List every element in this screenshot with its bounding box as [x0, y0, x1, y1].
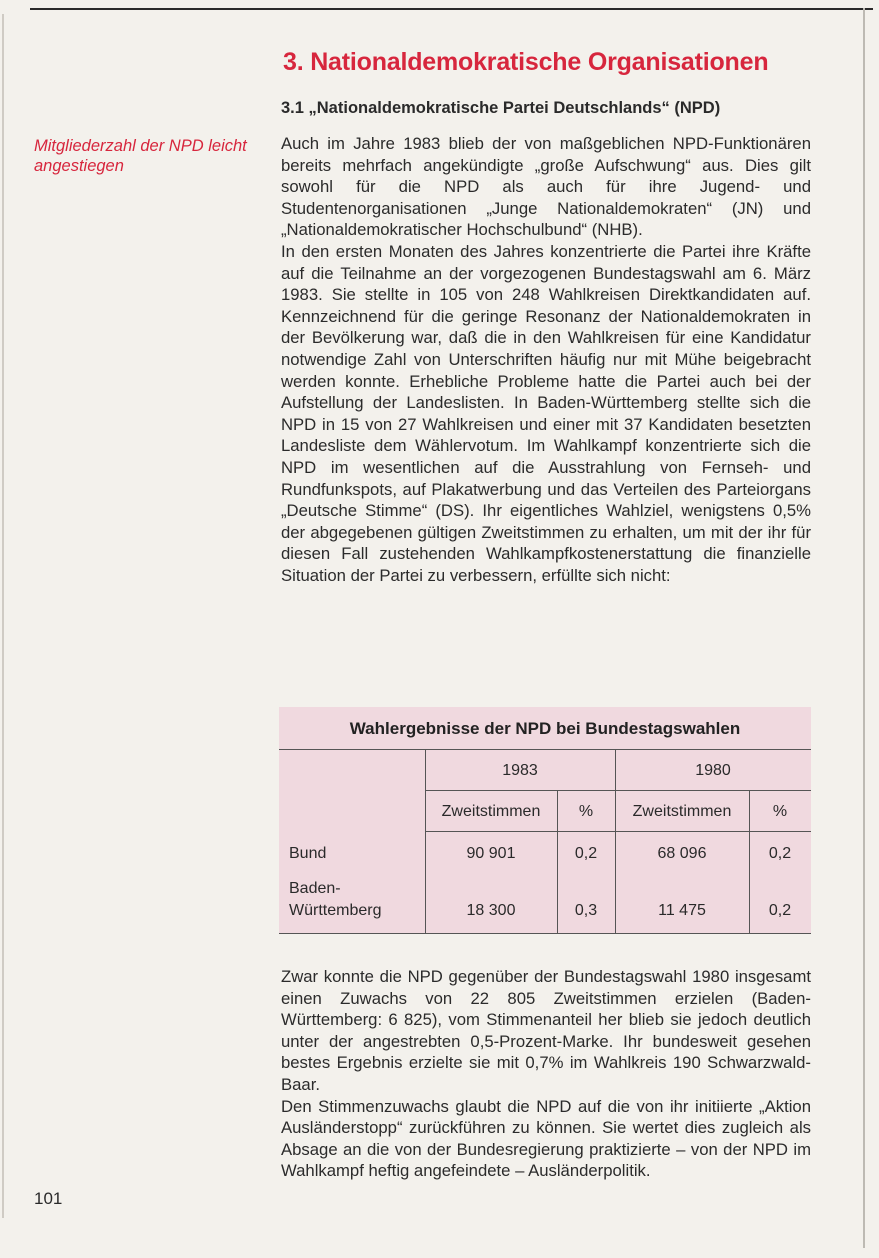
- section-title: 3.1 „Nationaldemokratische Partei Deutschlands“ (NPD): [281, 99, 721, 117]
- body-text-top: [281, 133, 811, 586]
- paragraph: Zwar konnte die NPD gegenüber der Bundestagswahl 1980 insgesamt einen Zuwachs von 22 805 Zweitstimmen erzielen (Baden-Württemberg: 6 825), vom Stimmenanteil her blieb sie jedoch deutlich unter der angestrebten 0,5-Prozent-Marke. Ihr bundesweit gesehen bestes Ergebnis erzielte sie mit 0,7% im Wahlkreis 190 Schwarzwald-Baar.: [281, 967, 811, 1094]
- table-cell: 68 096: [657, 845, 707, 862]
- table-rule: [425, 790, 811, 791]
- year-header-1980: 1980: [695, 762, 731, 779]
- table-cell: 11 475: [658, 902, 706, 919]
- table-cell: 0,2: [574, 845, 598, 862]
- margin-note: Mitgliederzahl der NPD leicht angestiegen: [34, 137, 247, 175]
- table-cell: 18 300: [466, 902, 516, 919]
- election-results-table: [279, 707, 811, 934]
- table-cell: 0,2: [768, 845, 792, 862]
- table-cell: 0,3: [574, 902, 598, 919]
- chapter-title: 3. Nationaldemokratische Organisationen: [283, 48, 769, 76]
- table-cell: 0,2: [768, 902, 792, 919]
- paragraph: Den Stimmenzuwachs glaubt die NPD auf die von ihr initiierte „Aktion Ausländerstopp“ zurückführen zu können. Sie wertet dies zugleich als Absage an die von der Bundesregierung praktizierte – von der NPD im Wahlkampf heftig angefeindete – Ausländerpolitik.: [281, 1096, 811, 1181]
- col-header-percent-1983: %: [578, 803, 594, 820]
- year-header-1983: 1983: [502, 762, 538, 779]
- table-rule: [279, 933, 811, 934]
- table-title: Wahlergebnisse der NPD bei Bundestagswahlen: [349, 719, 741, 738]
- table-rule: [425, 831, 811, 832]
- table-rule: [279, 749, 811, 750]
- page-edge-top: [30, 8, 873, 10]
- body-text-bottom: [281, 966, 811, 1182]
- paragraph: Auch im Jahre 1983 blieb der von maßgeblichen NPD-Funktionären bereits mehrfach angekündigte „große Aufschwung“ aus. Dies gilt sowohl für die NPD als auch für ihre Jugend- und Studentenorganisationen „Junge Nationaldemokraten“ (JN) und „Nationaldemokratischer Hochschulbund“ (NHB).: [281, 134, 811, 240]
- col-header-zweitstimmen-1980: Zweitstimmen: [632, 803, 732, 820]
- table-cell: 90 901: [466, 845, 516, 862]
- row-label-wuerttemberg: Württemberg: [289, 902, 382, 919]
- page-edge-left: [2, 14, 4, 1218]
- col-header-zweitstimmen-1983: Zweitstimmen: [441, 803, 541, 820]
- row-label-baden: Baden-: [289, 880, 341, 897]
- row-label-bund: Bund: [289, 845, 327, 862]
- page-edge-right: [863, 8, 865, 1248]
- col-header-percent-1980: %: [772, 803, 788, 820]
- page-number: 101: [34, 1189, 63, 1208]
- paragraph: In den ersten Monaten des Jahres konzentrierte die Partei ihre Kräfte auf die Teilnahme an der vorgezogenen Bundestagswahl am 6. März 1983. Sie stellte in 105 von 248 Wahlkreisen Direktkandidaten auf. Kennzeichnend für die geringe Resonanz der Nationaldemokraten in der Bevölkerung war, daß die in den Wahlkreisen für eine Kandidatur notwendige Zahl von Unterschriften häufig nur mit Mühe beigebracht werden konnte. Erhebliche Probleme hatte die Partei auch bei der Aufstellung der Landeslisten. In Baden-Württemberg stellte sich die NPD in 15 von 27 Wahlkreisen und einer mit 37 Kandidaten besetzten Landesliste dem Wählervotum. Im Wahlkampf konzentrierte sich die NPD im wesentlichen auf die Ausstrahlung von Fernseh- und Rundfunkspots, auf Plakatwerbung und das Verteilen des Parteiorgans „Deutsche Stimme“ (DS). Ihr eigentliches Wahlziel, wenigstens 0,5% der abgegebenen gültigen Zweitstimmen zu erhalten, um mit der ihr für diesen Fall zustehenden Wahlkampfkostenerstattung die finanzielle Situation der Partei zu verbessern, erfüllte sich nicht:: [281, 241, 811, 585]
